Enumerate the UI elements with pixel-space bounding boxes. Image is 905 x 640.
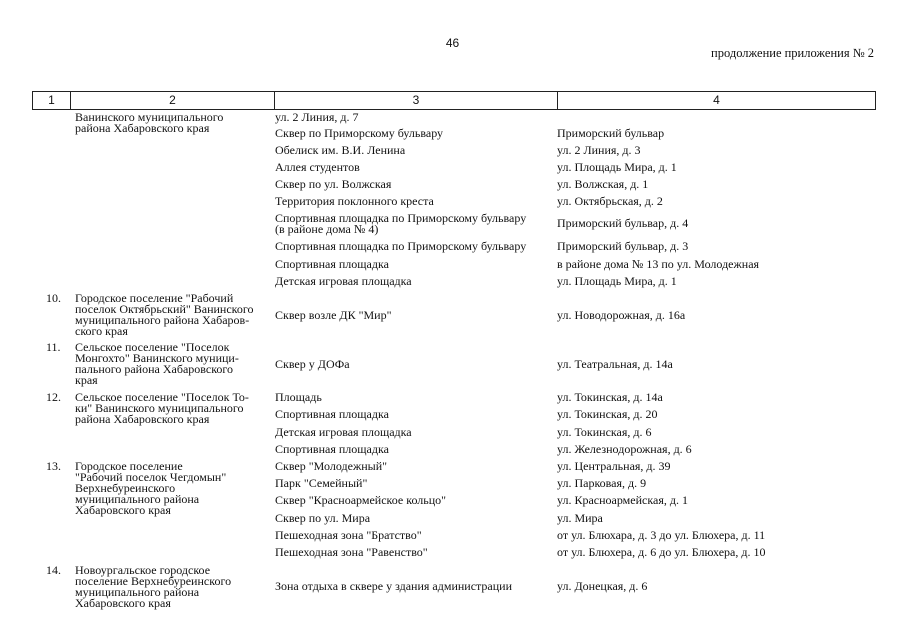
object-address: ул. Донецкая, д. 6 <box>557 579 648 593</box>
entry-number: 13. <box>46 459 61 473</box>
carry-municipality-line: Ванинского муниципального <box>75 110 224 124</box>
municipality-name: Сельское поселение "Поселок То- <box>75 390 249 404</box>
object-address: от ул. Блюхера, д. 6 до ул. Блюхера, д. 10 <box>557 545 766 559</box>
municipality-name: района Хабаровского края <box>75 412 210 426</box>
object-address: ул. Театральная, д. 14а <box>557 357 673 371</box>
municipality-name: муниципального района <box>75 585 200 599</box>
municipality-name: Верхнебуреинского <box>75 481 176 495</box>
object-address: ул. Парковая, д. 9 <box>557 476 647 490</box>
object-address: ул. Токинская, д. 20 <box>557 407 658 421</box>
object-name: Детская игровая площадка <box>275 274 412 288</box>
object-name: Парк "Семейный" <box>275 476 368 490</box>
object-name: Сквер "Молодежный" <box>275 459 388 473</box>
object-address: ул. Октябрьская, д. 2 <box>557 194 663 208</box>
municipality-name: поселение Верхнебуреинского <box>75 574 232 588</box>
object-name: Сквер по ул. Волжская <box>275 177 392 191</box>
municipality-name: Городское поселение <box>75 459 183 473</box>
object-name: Спортивная площадка по Приморскому бульвару <box>275 239 527 253</box>
municipality-name: муниципального района <box>75 492 200 506</box>
municipality-name: Новоургальское городское <box>75 563 211 577</box>
object-name: Зона отдыха в сквере у здания администрации <box>275 579 513 593</box>
object-name: Аллея студентов <box>275 160 360 174</box>
municipality-name: поселок Октябрьский" Ванинского <box>75 302 254 316</box>
municipality-name: Хабаровского края <box>75 503 171 517</box>
object-name: Спортивная площадка <box>275 442 389 456</box>
object-address: в районе дома № 13 по ул. Молодежная <box>557 257 760 271</box>
object-address: ул. Площадь Мира, д. 1 <box>557 160 677 174</box>
object-name: Обелиск им. В.И. Ленина <box>275 143 406 157</box>
municipality-name: Сельское поселение "Поселок <box>75 340 230 354</box>
object-address: Приморский бульвар <box>557 126 665 140</box>
object-name: Территория поклонного креста <box>275 194 434 208</box>
object-address: ул. Мира <box>557 511 603 525</box>
entry-number: 12. <box>46 390 61 404</box>
object-name: Сквер "Красноармейское кольцо" <box>275 493 447 507</box>
header-col-4: 4 <box>713 93 720 107</box>
page-number: 46 <box>445 36 460 50</box>
table-header <box>32 91 876 110</box>
entry-number: 10. <box>46 291 61 305</box>
entry-number: 14. <box>46 563 61 577</box>
object-address: ул. Красноармейская, д. 1 <box>557 493 688 507</box>
object-name: Сквер у ДОФа <box>275 357 350 371</box>
object-name: Площадь <box>275 390 322 404</box>
municipality-name: Монгохто" Ванинского муници- <box>75 351 239 365</box>
municipality-name: ки" Ванинского муниципального <box>75 401 244 415</box>
municipality-name: муниципального района Хабаров- <box>75 313 250 327</box>
municipality-name: края <box>75 373 98 387</box>
object-address: ул. Площадь Мира, д. 1 <box>557 274 677 288</box>
continuation-note: продолжение приложения № 2 <box>711 46 874 60</box>
object-name: Сквер возле ДК "Мир" <box>275 308 392 322</box>
object-address: ул. Новодорожная, д. 16а <box>557 308 686 322</box>
municipality-name: "Рабочий поселок Чегдомын" <box>75 470 227 484</box>
municipality-name: Городское поселение "Рабочий <box>75 291 234 305</box>
header-col-2: 2 <box>71 92 275 109</box>
object-name: Пешеходная зона "Братство" <box>275 528 422 542</box>
object-name: Сквер по ул. Мира <box>275 511 371 525</box>
header-col-1: 1 <box>33 92 71 109</box>
object-address: ул. Центральная, д. 39 <box>557 459 671 473</box>
object-address: ул. 2 Линия, д. 3 <box>557 143 641 157</box>
object-name: Пешеходная зона "Равенство" <box>275 545 428 559</box>
municipality-name: пального района Хабаровского <box>75 362 234 376</box>
object-name: Детская игровая площадка <box>275 425 412 439</box>
header-col-3: 3 <box>275 92 558 109</box>
object-name: ул. 2 Линия, д. 7 <box>275 110 359 124</box>
object-address: ул. Волжская, д. 1 <box>557 177 649 191</box>
entry-number: 11. <box>46 340 61 354</box>
municipality-name: Хабаровского края <box>75 596 171 610</box>
object-address: Приморский бульвар, д. 4 <box>557 216 689 230</box>
carry-municipality-line: района Хабаровского края <box>75 121 210 135</box>
municipality-name: ского края <box>75 324 128 338</box>
object-address: ул. Железнодорожная, д. 6 <box>557 442 692 456</box>
object-name: Спортивная площадка <box>275 407 389 421</box>
object-address: от ул. Блюхара, д. 3 до ул. Блюхера, д. 11 <box>557 528 766 542</box>
object-name: Сквер по Приморскому бульвару <box>275 126 444 140</box>
object-name: Спортивная площадка <box>275 257 389 271</box>
object-address: ул. Токинская, д. 6 <box>557 425 652 439</box>
object-name: (в районе дома № 4) <box>275 222 379 236</box>
object-address: ул. Токинская, д. 14а <box>557 390 663 404</box>
object-address: Приморский бульвар, д. 3 <box>557 239 689 253</box>
object-name: Спортивная площадка по Приморскому бульвару <box>275 211 527 225</box>
